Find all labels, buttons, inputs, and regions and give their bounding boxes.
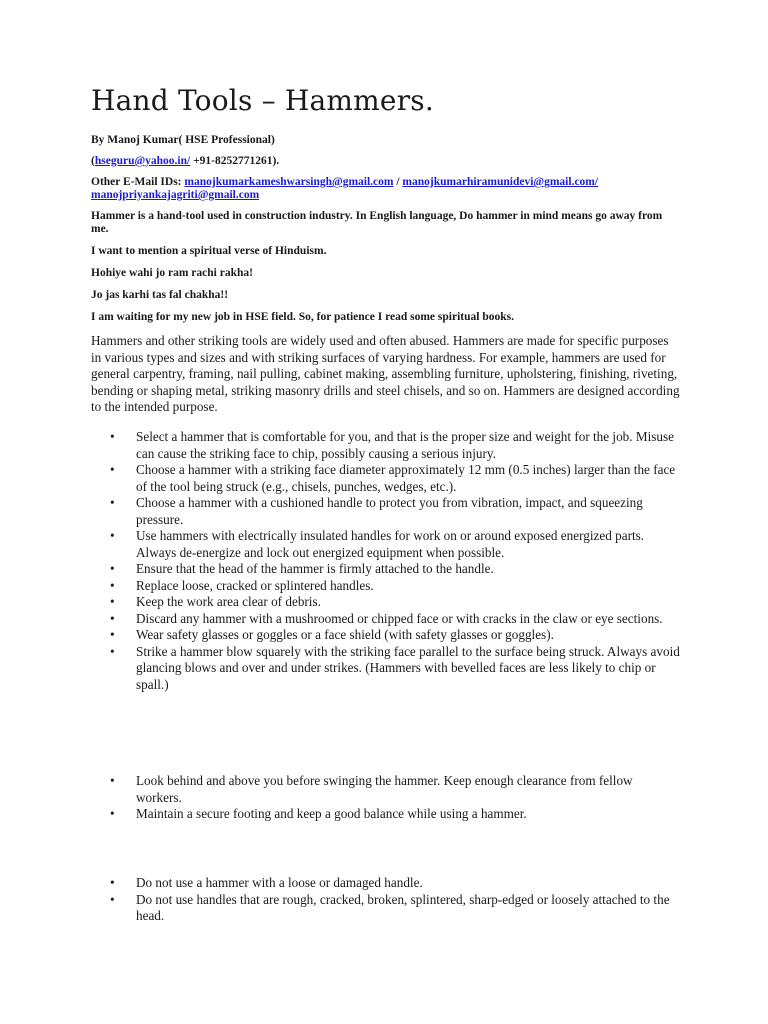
list-item-text: Maintain a secure footing and keep a good balance while using a hammer. xyxy=(136,806,527,821)
waiting-line: I am waiting for my new job in HSE field. So, for patience I read some spiritual books. xyxy=(91,311,514,323)
bullet-icon: • xyxy=(110,643,115,659)
list-item-text: Select a hammer that is comfortable for you, and that is the proper size and weight for the job. Misuse can cause the striking face to chip, possibly causing a serious injury. xyxy=(136,429,674,461)
bullet-icon: • xyxy=(110,627,115,642)
bullet-list-3 xyxy=(110,875,680,925)
list-item-text: Use hammers with electrically insulated handles for work on or around exposed energized parts. Always de-energize and lock out energized equipment when possible. xyxy=(136,528,645,560)
list-item xyxy=(110,462,680,495)
bullet-icon: • xyxy=(110,806,115,821)
list-item xyxy=(110,528,680,561)
contact-phone: +91-8252771261). xyxy=(190,155,280,167)
other-emails-label: Other E-Mail IDs: xyxy=(91,176,185,188)
list-item xyxy=(110,773,680,806)
bullet-icon: • xyxy=(110,462,115,477)
email-link-3[interactable]: manojpriyankajagriti@gmail.com xyxy=(91,189,260,201)
intro-paragraph: Hammer is a hand-tool used in construction industry. In English language, Do hammer in mind means go away from me. xyxy=(91,210,663,235)
author-line: By Manoj Kumar( HSE Professional) xyxy=(91,134,275,146)
contact-open: ( xyxy=(91,155,95,167)
list-item-text: Replace loose, cracked or splintered handles. xyxy=(136,577,374,593)
list-item-text: Choose a hammer with a striking face diameter approximately 12 mm (0.5 inches) larger than the face of the tool being struck (e.g., chisels, punches, wedges, etc.). xyxy=(136,462,676,494)
list-item xyxy=(110,644,680,694)
email-separator: / xyxy=(393,176,403,188)
bullet-icon: • xyxy=(110,875,115,890)
verse-line-2: Jo jas karhi tas fal chakha!! xyxy=(91,289,229,301)
bullet-icon: • xyxy=(110,610,115,626)
list-item xyxy=(110,495,680,528)
contact-line xyxy=(91,155,691,168)
list-item xyxy=(110,806,680,823)
list-item-text: Do not use a hammer with a loose or damaged handle. xyxy=(136,875,423,890)
list-item-text: Wear safety glasses or goggles or a face shield (with safety glasses or goggles). xyxy=(136,627,554,642)
bullet-icon: • xyxy=(110,429,115,444)
bullet-icon: • xyxy=(110,891,115,907)
list-item xyxy=(110,578,680,595)
list-item-text: Strike a hammer blow squarely with the striking face parallel to the surface being struck. Always avoid glancing blows and over and under strikes. (Hammers with bevelled faces are less likely to chip or spall.) xyxy=(136,643,680,692)
bullet-icon: • xyxy=(110,577,115,593)
other-emails-line xyxy=(91,176,701,202)
bullet-icon: • xyxy=(110,594,115,609)
bullet-icon: • xyxy=(110,495,115,510)
list-item xyxy=(110,892,680,925)
bullet-list-2 xyxy=(110,773,680,823)
verse-intro: I want to mention a spiritual verse of Hinduism. xyxy=(91,245,327,257)
page-title: Hand Tools – Hammers. xyxy=(91,84,434,117)
list-item xyxy=(110,611,680,628)
bullet-list-1 xyxy=(110,429,680,693)
email-link-2[interactable]: manojkumarhiramunidevi@gmail.com/ xyxy=(402,176,599,188)
verse-line-1: Hohiye wahi jo ram rachi rakha! xyxy=(91,267,253,279)
list-item-text: Look behind and above you before swinging the hammer. Keep enough clearance from fellow workers. xyxy=(136,773,633,805)
bullet-icon: • xyxy=(110,773,115,788)
bullet-icon: • xyxy=(110,561,115,576)
list-item-text: Keep the work area clear of debris. xyxy=(136,594,321,609)
list-item xyxy=(110,875,680,892)
list-item xyxy=(110,561,680,578)
list-item-text: Do not use handles that are rough, cracked, broken, splintered, sharp-edged or loosely attached to the head. xyxy=(136,891,670,923)
list-item-text: Discard any hammer with a mushroomed or chipped face or with cracks in the claw or eye sections. xyxy=(136,610,663,626)
body-paragraph: Hammers and other striking tools are widely used and often abused. Hammers are made for specific purposes in various types and sizes and with striking surfaces of varying hardness. For example, hammers are used for general carpentry, framing, nail pulling, cabinet making, assembling furniture, upholstering, finishing, riveting, bending or shaping metal, striking masonry drills and steel chisels, and so on. Hammers are designed according to the intended purpose. xyxy=(91,333,680,414)
list-item xyxy=(110,594,680,611)
list-item xyxy=(110,627,680,644)
list-item-text: Choose a hammer with a cushioned handle to protect you from vibration, impact, and squeezing pressure. xyxy=(136,495,643,527)
bullet-icon: • xyxy=(110,528,115,543)
email-link-hseguru[interactable]: hseguru@yahoo.in/ xyxy=(94,155,191,167)
list-item xyxy=(110,429,680,462)
list-item-text: Ensure that the head of the hammer is firmly attached to the handle. xyxy=(136,561,494,576)
email-link-1[interactable]: manojkumarkameshwarsingh@gmail.com xyxy=(184,176,394,188)
